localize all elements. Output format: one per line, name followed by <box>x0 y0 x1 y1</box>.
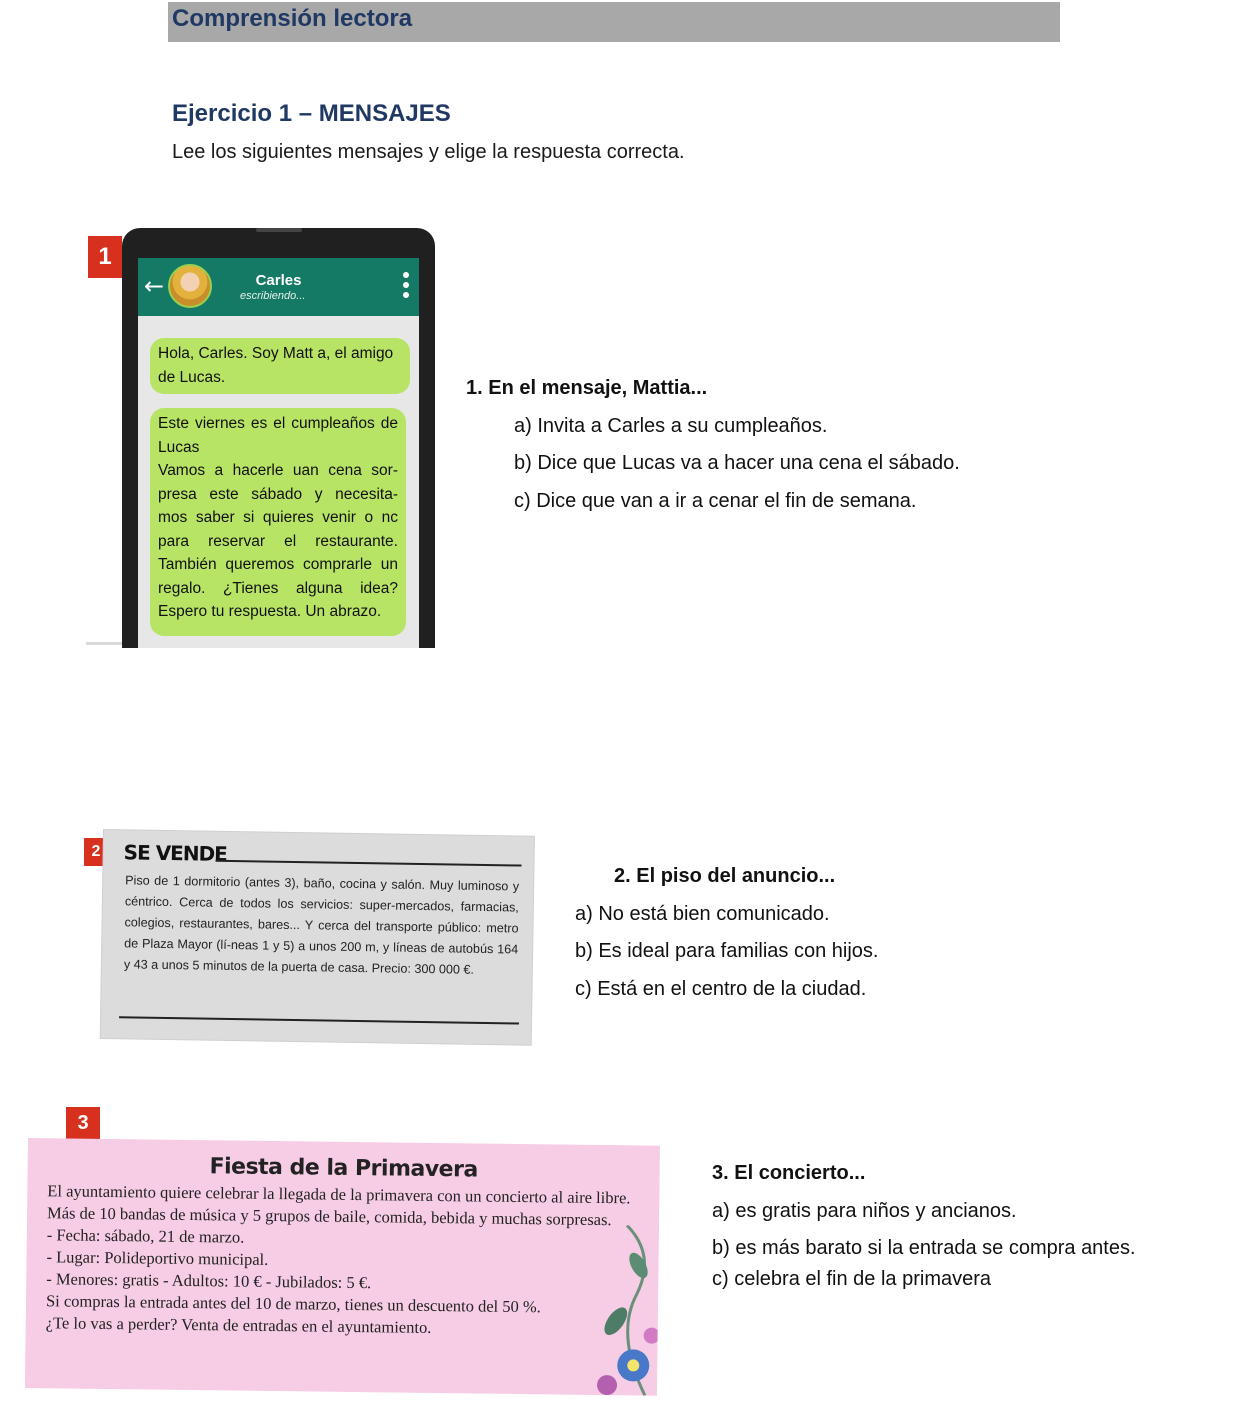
ad-title: SE VENDE <box>123 840 227 866</box>
chat-header <box>138 258 419 316</box>
exercise-instructions: Lee los siguientes mensajes y elige la respuesta correcta. <box>172 141 685 163</box>
more-options-icon[interactable] <box>403 272 409 302</box>
question-2-option-b[interactable]: b) Es ideal para familias con hijos. <box>575 940 879 962</box>
question-3-option-c[interactable]: c) celebra el fin de la primavera <box>712 1268 992 1290</box>
question-1-option-a[interactable]: a) Invita a Carles a su cumpleaños. <box>514 415 828 437</box>
chat-message-1: Hola, Carles. Soy Matt a, el amigo de Lucas. <box>150 338 410 394</box>
poster-intro: El ayuntamiento quiere celebrar la llegada de la primavera con un concierto al aire libre. Más de 10 bandas de música y 5 grupos de baile, comida, bebida y muchas sorpresas. <box>46 1181 631 1230</box>
phone-screen <box>138 258 419 648</box>
flower-decoration-icon <box>585 1225 659 1396</box>
poster-discount: Si compras la entrada antes del 10 de marzo, tienes un descuento del 50 %. ¿Te lo vas a perder? Venta de entradas en el ayuntamiento. <box>45 1291 541 1337</box>
exercise-title: Ejercicio 1 – MENSAJES <box>172 100 451 127</box>
question-2: 2. El piso del anuncio... <box>614 865 836 887</box>
phone-device <box>122 228 435 648</box>
poster-prices: - Menores: gratis - Adultos: 10 € - Jubilados: 5 €. <box>46 1269 372 1293</box>
question-1: 1. En el mensaje, Mattia... <box>466 377 708 399</box>
text-number-badge-2: 2 <box>84 838 108 866</box>
question-1-option-b[interactable]: b) Dice que Lucas va a hacer una cena el sábado. <box>514 452 960 474</box>
ad-body: Piso de 1 dormitorio (antes 3), baño, cocina y salón. Muy luminoso y céntrico. Cerca de todos los servicios: super-mercados, farmacias, colegios, restaurantes, bares... Y cerca del transporte público: metro de Plaza Mayor (lí-neas 1 y 5) a unos 200 m, y líneas de autobús 164 y 43 a unos 5 minutos de la puerta de casa. Precio: 300 000 €. <box>123 873 520 977</box>
phone-speaker <box>256 228 302 232</box>
text-number-badge-1: 1 <box>88 236 122 278</box>
poster-body <box>46 1180 638 1341</box>
back-arrow-icon[interactable]: ← <box>144 272 165 300</box>
ad-title-rule <box>216 860 522 867</box>
question-3-option-b[interactable]: b) es más barato si la entrada se compra antes. <box>712 1237 1136 1259</box>
question-3-option-a[interactable]: a) es gratis para niños y ancianos. <box>712 1200 1017 1222</box>
poster-date: - Fecha: sábado, 21 de marzo. <box>46 1225 245 1247</box>
question-1-option-c[interactable]: c) Dice que van a ir a cenar el fin de semana. <box>514 490 917 512</box>
poster-title: Fiesta de la Primavera <box>209 1154 478 1183</box>
spring-festival-poster <box>25 1138 660 1396</box>
phone-shadow <box>86 642 126 645</box>
section-title: Comprensión lectora <box>172 5 413 32</box>
text-number-badge-3: 3 <box>66 1107 100 1139</box>
question-2-option-c[interactable]: c) Está en el centro de la ciudad. <box>575 978 867 1000</box>
for-sale-ad <box>101 830 534 1045</box>
ad-bottom-rule <box>119 1016 519 1024</box>
question-2-option-a[interactable]: a) No está bien comunicado. <box>575 903 830 925</box>
contact-name: Carles <box>255 272 302 289</box>
question-3: 3. El concierto... <box>712 1162 866 1184</box>
poster-place: - Lugar: Polideportivo municipal. <box>46 1247 269 1269</box>
chat-message-2: Este viernes es el cumpleaños de Lucas Vamos a hacerle uan cena sor- presa este sábado y necesita- mos saber si quieres venir o nc para reservar el restaurante. También queremos comprarle un regalo. ¿Tienes alguna idea? Espero tu respuesta. Un abrazo. <box>150 408 406 636</box>
section-header-bar <box>168 2 1060 42</box>
contact-status: escribiendo... <box>240 290 306 302</box>
